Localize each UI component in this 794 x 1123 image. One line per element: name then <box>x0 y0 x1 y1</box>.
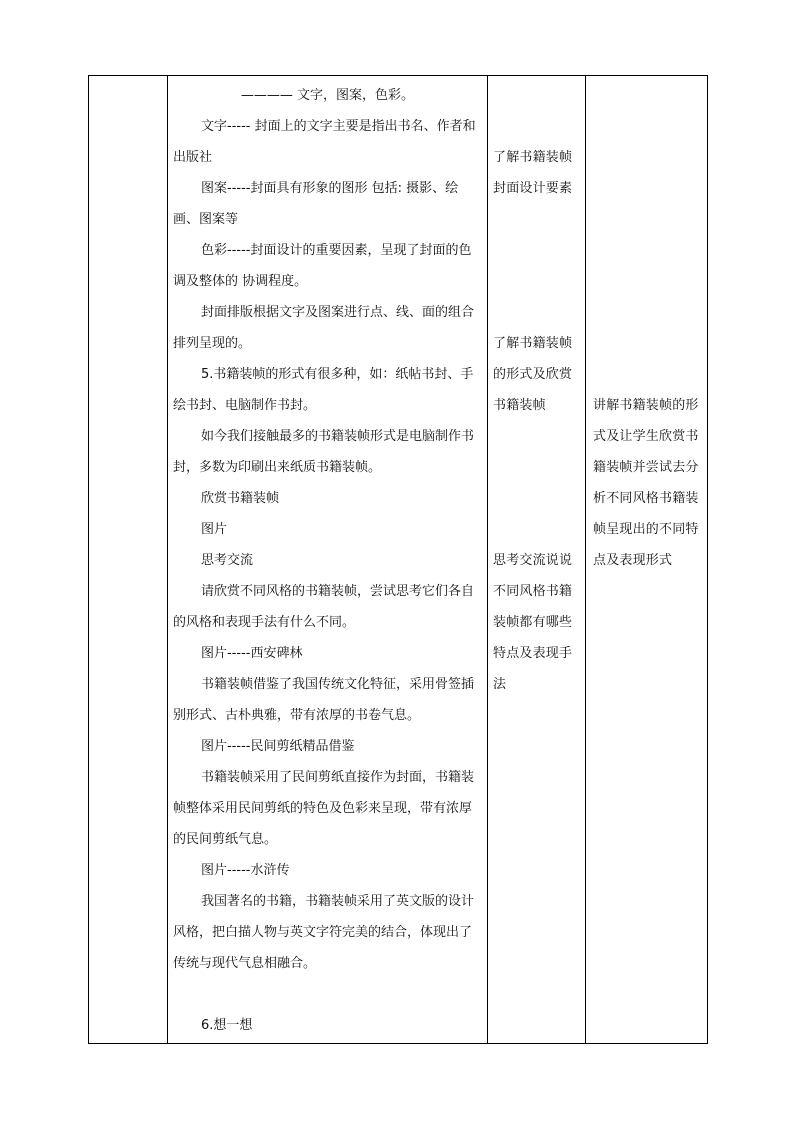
text-description: 文字----- 封面上的文字主要是指出书名、作者和出版社 <box>173 119 476 165</box>
picture-1-label: 图片-----西安碑林 <box>201 646 303 661</box>
picture-2-label: 图片-----民间剪纸精品借鉴 <box>201 739 355 754</box>
picture-2-description: 书籍装帧采用了民间剪纸直接作为封面，书籍装帧整体采用民间剪纸的特色及色彩来呈现，带有浓厚的民间剪纸气息。 <box>173 770 475 847</box>
design-intent-text: 讲解书籍装帧的形式及让学生欣赏书籍装帧并尝试去分析不同风格书籍装帧呈现出的不同特点及表现形式 <box>593 398 699 568</box>
elements-heading: ———— 文字，图案，色彩。 <box>240 88 415 103</box>
student-activity-cell <box>488 76 586 1044</box>
table-row <box>89 76 708 1044</box>
lesson-plan-table <box>88 75 708 1044</box>
picture-1-description: 书籍装帧借鉴了我国传统文化特征，采用骨签插别形式、古朴典雅，带有浓厚的书卷气息。 <box>173 677 475 723</box>
color-description: 色彩-----封面设计的重要因素，呈现了封面的色调及整体的 协调程度。 <box>173 243 472 289</box>
picture-3-label: 图片-----水浒传 <box>201 863 290 878</box>
design-intent-cell <box>586 76 708 1044</box>
point-6: 6.想一想 <box>201 1018 253 1033</box>
picture-label: 图片 <box>201 522 228 537</box>
student-activity-1: 了解书籍装帧封面设计要素 <box>493 150 573 196</box>
think-description: 请欣赏不同风格的书籍装帧，尝试思考它们各自的风格和表现手法有什么不同。 <box>173 584 475 630</box>
student-activity-2: 了解书籍装帧的形式及欣赏书籍装帧 <box>493 336 573 413</box>
appreciate-heading: 欣赏书籍装帧 <box>201 491 280 506</box>
teaching-content-cell <box>168 76 488 1044</box>
pattern-description: 图案-----封面具有形象的图形 包括: 摄影、绘画、图案等 <box>173 181 459 227</box>
point-5: 5.书籍装帧的形式有很多种，如：纸帖书封、手绘书封、电脑制作书封。 <box>173 367 474 413</box>
picture-3-description: 我国著名的书籍，书籍装帧采用了英文版的设计风格，把白描人物与英文字符完美的结合，体现出了传统与现代气息相融合。 <box>173 894 475 971</box>
student-activity-3: 思考交流说说不同风格书籍装帧都有哪些特点及表现手法 <box>493 553 573 692</box>
nowadays-description: 如今我们接触最多的书籍装帧形式是电脑制作书封，多数为印刷出来纸质书籍装帧。 <box>173 429 475 475</box>
think-heading: 思考交流 <box>201 553 254 568</box>
layout-description: 封面排版根据文字及图案进行点、线、面的组合排列呈现的。 <box>173 305 475 351</box>
stage-cell <box>89 76 168 1044</box>
